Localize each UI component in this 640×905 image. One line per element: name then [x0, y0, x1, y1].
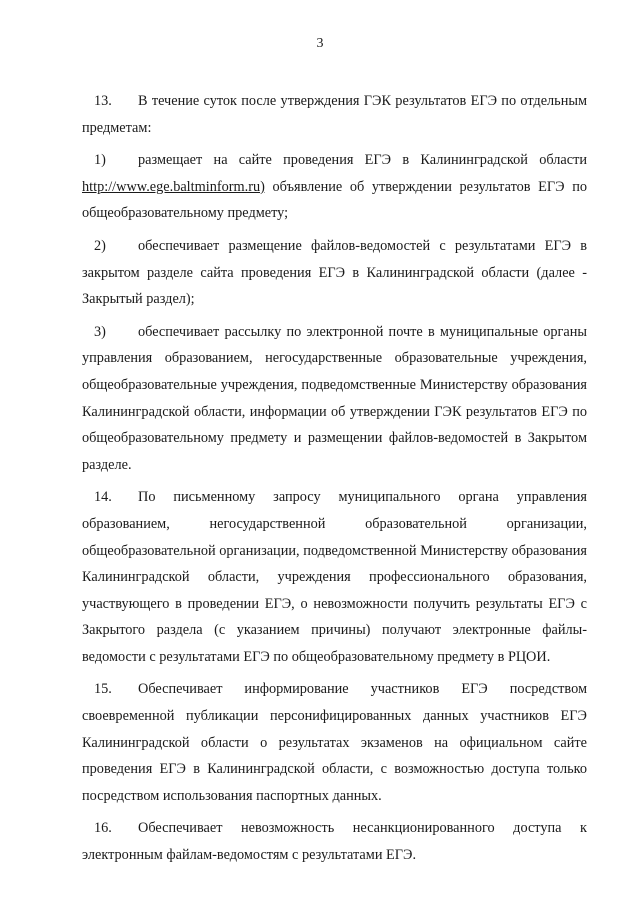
- paragraph-text: В течение суток после утверждения ГЭК результатов ЕГЭ по отдельным предметам:: [82, 93, 587, 136]
- document-body: [82, 88, 587, 869]
- website-link[interactable]: http://www.ege.baltminform.ru): [82, 178, 265, 195]
- paragraph-marker: 2): [94, 237, 106, 254]
- paragraph-marker: 1): [94, 152, 106, 169]
- paragraph-marker: 3): [94, 323, 106, 340]
- paragraph-marker: 13.: [94, 93, 112, 109]
- paragraph-13-1: [82, 147, 587, 227]
- paragraph-text: объявление об утверждении результатов ЕГЭ по общеобразовательному предмету;: [82, 178, 587, 222]
- paragraph-text: По письменному запросу муниципального органа управления образованием, негосударственной образовательной организации, общеобразовательной организации, подведомственной Министерству образования Калининградской области, учреждения профессионального образования, участвующего в проведении ЕГЭ, о невозможности получить результаты ЕГЭ с Закрытого раздела (с указанием причины) получают электронные файлы-ведомости с результатами ЕГЭ по общеобразовательному предмету в РЦОИ.: [82, 489, 587, 665]
- paragraph-marker: 14.: [94, 489, 112, 506]
- paragraph-13-2: [82, 233, 587, 313]
- paragraph-13-3: [82, 319, 587, 479]
- paragraph-text: размещает на сайте проведения ЕГЭ в Калининградской области: [138, 152, 587, 169]
- paragraph-text: Обеспечивает невозможность несанкционированного доступа к электронным файлам-ведомостям с результатами ЕГЭ.: [82, 820, 587, 864]
- paragraph-text: обеспечивает размещение файлов-ведомостей с результатами ЕГЭ в закрытом разделе сайта проведения ЕГЭ в Калининградской области (далее - Закрытый раздел);: [82, 237, 587, 308]
- paragraph-marker: 15.: [94, 681, 112, 698]
- paragraph-16: [82, 815, 587, 868]
- page-number: 3: [316, 36, 324, 51]
- paragraph-14: [82, 484, 587, 670]
- paragraph-text: Обеспечивает информирование участников ЕГЭ посредством своевременной публикации персонифицированных данных участников ЕГЭ Калининградской области о результатах экзаменов на официальном сайте проведения ЕГЭ в Калининградской области, с возможностью доступа только посредством использования паспортных данных.: [82, 681, 587, 804]
- paragraph-marker: 16.: [94, 820, 112, 837]
- paragraph-text: обеспечивает рассылку по электронной почте в муниципальные органы управления образованием, негосударственные образовательные учреждения, общеобразовательные учреждения, подведомственные Министерству образования Калининградской области, информации об утверждении ГЭК результатов ЕГЭ по общеобразовательному предмету и размещении файлов-ведомостей в Закрытом разделе.: [82, 323, 587, 473]
- paragraph-13: [82, 88, 587, 141]
- paragraph-15: [82, 676, 587, 809]
